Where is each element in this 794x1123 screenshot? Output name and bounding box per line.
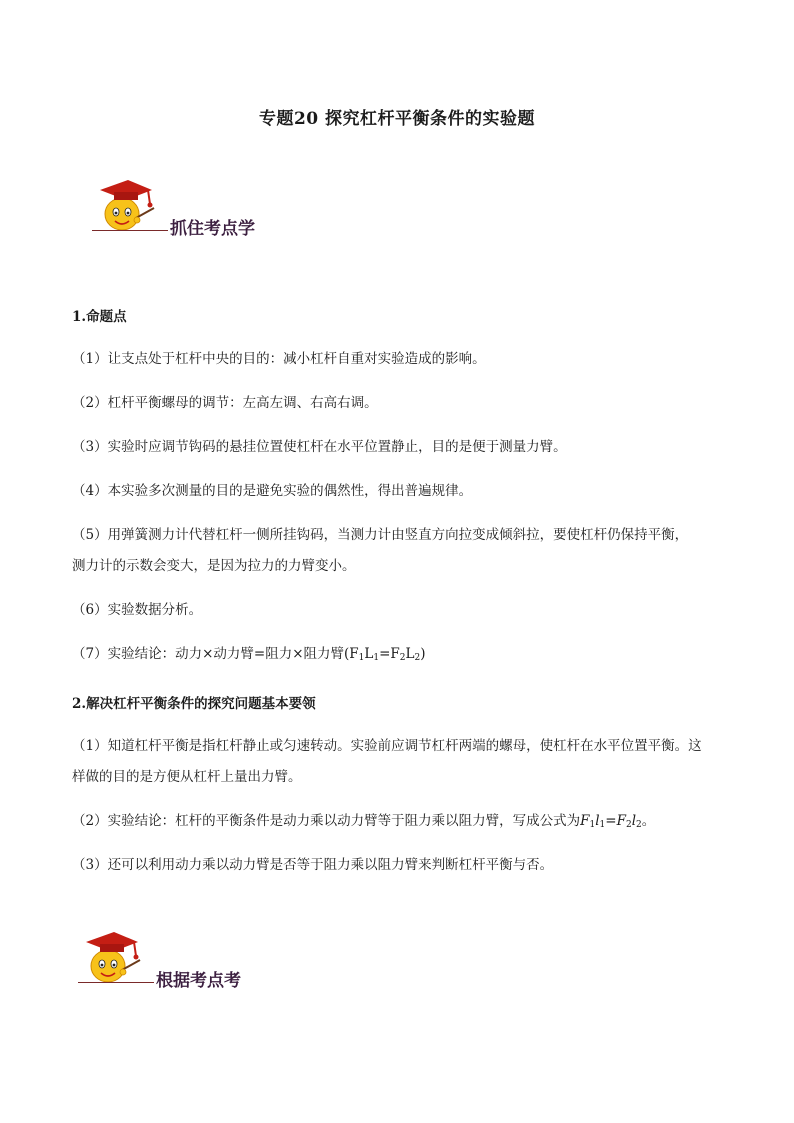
graduate-mascot-icon	[78, 930, 146, 988]
part2-item-2	[72, 808, 732, 838]
part2-item-3: （3）还可以利用动力乘以动力臂是否等于阻力乘以阻力臂来判断杠杆平衡与否。	[72, 857, 554, 873]
part1-item-3: （3）实验时应调节钩码的悬挂位置使杠杆在水平位置静止，目的是便于测量力臂。	[72, 439, 567, 455]
subscript: 1	[358, 653, 365, 663]
formula-f2: F	[616, 813, 626, 829]
part1-item-7	[72, 641, 732, 671]
formula-l2: l	[631, 813, 637, 829]
subscript: 2	[636, 820, 642, 830]
section-underline	[92, 230, 168, 231]
part1-item-6: （6）实验数据分析。	[72, 602, 203, 618]
page-title: 专题20 探究杠杆平衡条件的实验题	[258, 109, 536, 129]
section-label: 抓住考点学	[170, 219, 255, 239]
item7-close: )	[420, 646, 426, 662]
subscript: 1	[589, 820, 596, 830]
formula-eq: =	[605, 813, 617, 829]
subscript: 1	[599, 820, 606, 830]
subscript: 2	[399, 653, 406, 663]
section-label: 根据考点考	[156, 971, 241, 991]
graduate-mascot-icon	[92, 178, 160, 236]
subscript: 2	[414, 653, 421, 663]
subscript: 2	[625, 820, 632, 830]
item7-l: L	[364, 646, 374, 662]
item7-text: （7）实验结论：动力×动力臂=阻力×阻力臂(F	[72, 646, 359, 662]
p2-text: （2）实验结论：杠杆的平衡条件是动力乘以动力臂等于阻力乘以阻力臂，写成公式为	[72, 813, 581, 829]
part1-item-4: （4）本实验多次测量的目的是避免实验的偶然性，得出普遍规律。	[72, 483, 473, 499]
part1-item-1: （1）让支点处于杠杆中央的目的：减小杠杆自重对实验造成的影响。	[72, 351, 486, 367]
formula-f1: F	[580, 813, 590, 829]
section-header-test	[78, 930, 338, 1000]
subscript: 1	[373, 653, 380, 663]
item7-l2: L	[405, 646, 415, 662]
part1-heading: 1.命题点	[72, 309, 127, 325]
part1-item-2: （2）杠杆平衡螺母的调节：左高左调、右高右调。	[72, 395, 378, 411]
section-header-learn	[92, 178, 352, 248]
part1-item-5-line2: 测力计的示数会变大，是因为拉力的力臂变小。	[72, 558, 356, 574]
p2-end: 。	[641, 813, 656, 829]
part2-heading: 2.解决杠杆平衡条件的探究问题基本要领	[72, 696, 316, 712]
section-underline	[78, 982, 154, 983]
formula-l1: l	[595, 813, 600, 829]
part2-item-1-line2: 样做的目的是方便从杠杆上量出力臂。	[72, 769, 302, 785]
part2-item-1-line1: （1）知道杠杆平衡是指杠杆静止或匀速转动。实验前应调节杠杆两端的螺母，使杠杆在水平位置平衡。这	[72, 738, 702, 754]
item7-eq: =F	[379, 646, 400, 662]
part1-item-5-line1: （5）用弹簧测力计代替杠杆一侧所挂钩码，当测力计由竖直方向拉变成倾斜拉，要使杠杆仍保持平衡，	[72, 527, 689, 543]
